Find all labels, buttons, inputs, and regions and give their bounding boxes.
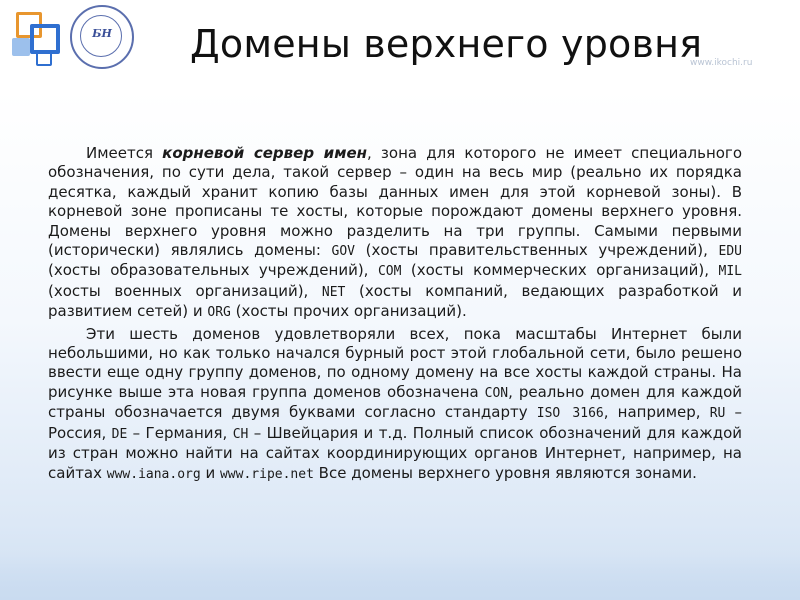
text-run: (хосты прочих организаций).	[230, 302, 467, 321]
text-run: – Швейцария и т.д. Полный список обозначений для каждой из стран можно найти на сайтах координирующих органов Интернет, например, на сайтах	[48, 423, 742, 482]
squares-logo-icon	[10, 8, 62, 68]
watermark: www.ikochi.ru	[690, 58, 753, 68]
text-run: , например,	[603, 403, 710, 422]
standard-iso-3166: ISO 3166	[536, 406, 604, 422]
text-run: Эти шесть доменов удовлетворяли всех, пока масштабы Интернет были небольшими, но как только начался бурный рост этой глобальной сети, было решено ввести еще одну группу доменов, по одному домену на все хосты каждой страны. На рисунке выше эта новая группа доменов обозначена	[48, 324, 742, 401]
text-run: Имеется	[86, 144, 163, 162]
text-run: – Россия,	[48, 403, 742, 442]
domain-de: DE	[111, 426, 128, 442]
emphasis-root-server: корневой сервер имен	[162, 144, 367, 162]
text-run: (хосты военных организаций),	[48, 281, 322, 300]
emblem-lettering: БН	[92, 27, 112, 40]
domain-con: CON	[484, 385, 509, 401]
logo-square-small	[36, 52, 52, 66]
text-run: (хосты коммерческих организаций),	[401, 261, 719, 280]
text-run: (хосты компаний, ведающих разработкой и развитием сетей) и	[48, 281, 742, 321]
domain-org: ORG	[207, 305, 231, 321]
text-run: Все домены верхнего уровня являются зонами.	[313, 463, 697, 482]
slide-body	[48, 144, 742, 486]
site-iana: www.iana.org	[106, 466, 201, 482]
slide-title: Домены верхнего уровня	[190, 22, 703, 66]
site-ripe: www.ripe.net	[219, 466, 314, 482]
paragraph-country-domains	[48, 325, 742, 484]
text-run: и	[200, 463, 220, 482]
domain-edu: EDU	[718, 244, 743, 260]
domain-mil: MIL	[718, 264, 742, 280]
text-run: , зона для которого не имеет специального обозначения, по сути дела, такой сервер – один на весь мир (реально их порядка десятка, каждый хранит копию базы данных имен для этой корневой зоны). В корневой зоне прописаны те хосты, которые порождают домены верхнего уровня. Домены верхнего уровня можно разделить на три группы. Самыми первыми (исторически) являлись домены:	[48, 144, 742, 260]
domain-ch: CH	[232, 426, 249, 442]
text-run: – Германия,	[127, 423, 233, 442]
domain-ru: RU	[709, 406, 726, 422]
domain-com: COM	[377, 264, 402, 280]
text-run: , реально домен для каждой страны обозначается двумя буквами согласно стандарту	[48, 382, 743, 422]
domain-gov: GOV	[331, 244, 355, 260]
text-run: (хосты правительственных учреждений),	[355, 241, 719, 260]
text-run: (хосты образовательных учреждений),	[48, 261, 378, 280]
university-emblem-icon	[70, 5, 134, 69]
paragraph-root-servers	[48, 144, 742, 323]
logo-square-blue	[30, 24, 60, 54]
logo-square-light-blue	[12, 38, 30, 56]
bottom-decorative-strip	[0, 554, 800, 600]
domain-net: NET	[321, 284, 346, 300]
